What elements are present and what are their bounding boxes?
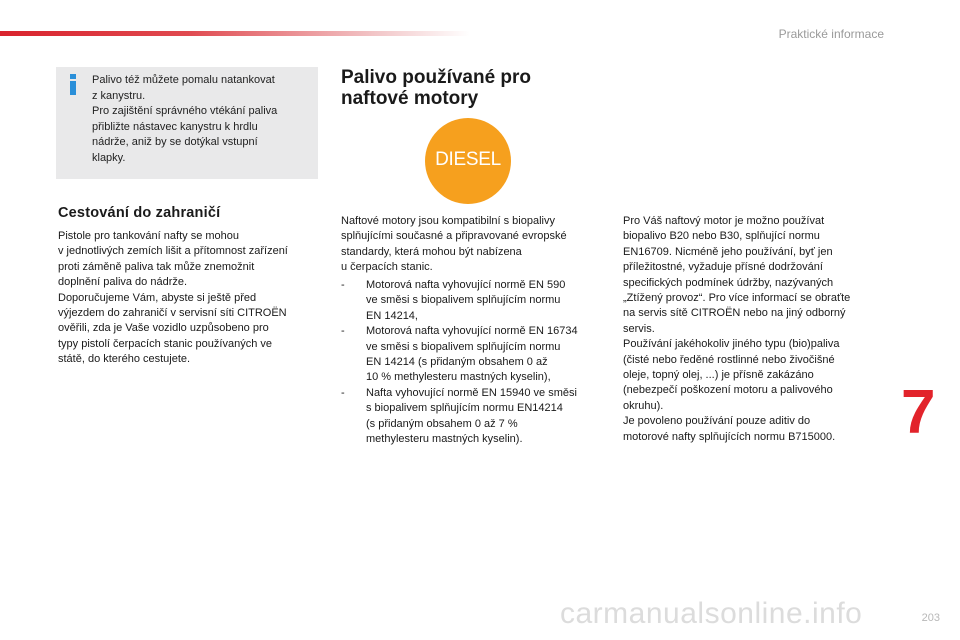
info-box-text: Palivo též můžete pomalu natankovat z kanystru. Pro zajištění správného vtékání paliva přibližte nástavec kanystru k hrdlu nádrže, aniž by se dotýkal vstupní klapky. [92, 74, 278, 164]
list-item [341, 386, 616, 448]
list-item-text: Motorová nafta vyhovující normě EN 590 ve směsi s biopalivem splňujícím normu EN 14214, [366, 279, 566, 322]
section-title: Praktické informace [778, 27, 884, 41]
abroad-body: Pistole pro tankování nafty se mohou v jednotlivých zemích lišit a přítomnost zařízení proti záměně paliva tak může znemožnit doplnění paliva do nádrže. Doporučujeme Vám, abyste si ještě před výjezdem do zahraničí v servisní síti CITROËN ověřili, zda je Vaše vozidlo uzpůsobeno pro typy pistolí čerpacích stanic používaných ve státě, do kterého cestujete. [58, 230, 288, 366]
bullet-marker: - [341, 386, 345, 399]
info-icon [68, 74, 78, 96]
bullet-marker: - [341, 325, 345, 338]
diesel-badge-label: DIESEL [435, 149, 501, 170]
bullet-marker: - [341, 279, 345, 291]
fuel-standards-list [341, 278, 616, 447]
list-item [341, 278, 616, 324]
header-accent-bar [0, 31, 470, 36]
abroad-heading: Cestování do zahraničí [58, 205, 221, 221]
watermark: carmanualsonline.info [560, 597, 863, 630]
biofuel-text: Pro Váš naftový motor je možno používat biopalivo B20 nebo B30, splňující normu EN16709. Nicméně jeho používání, byť jen příležitostné, vyžaduje přísné dodržování specifických podmínek údržby, nazývaných „Ztížený provoz“. Pro více informací se obraťte na servis sítě CITROËN nebo na jiný odborný servis. Používání jakéhokoliv jiného typu (bio)paliva (čisté nebo ředěné rostlinné nebo živočišné oleje, topný olej, ...) je přísně zakázáno (nebezpečí poškození motoru a palivového okruhu). Je povoleno používání pouze aditiv do motorové nafty splňujících normu B715000. [623, 215, 851, 443]
chapter-number: 7 [901, 378, 936, 447]
diesel-badge [425, 118, 511, 204]
list-item-text: Nafta vyhovující normě EN 15940 ve směsi s biopalivem splňujícím normu EN14214 (s přidaným obsahem 0 až 7 % methylesteru mastných kyselin). [366, 386, 577, 446]
page-number: 203 [921, 612, 940, 624]
fuel-intro: Naftové motory jsou kompatibilní s biopalivy splňujícími současné a připravované evropské standardy, která mohou být nabízena u čerpacích stanic. [341, 215, 567, 274]
fuel-heading: Palivo používané pro naftové motory [341, 67, 532, 109]
list-item [341, 324, 616, 386]
list-item-text: Motorová nafta vyhovující normě EN 16734 ve směsi s biopalivem splňujícím normu EN 14214 (s přidaným obsahem 0 až 10 % methylesteru mastných kyselin), [366, 325, 578, 384]
